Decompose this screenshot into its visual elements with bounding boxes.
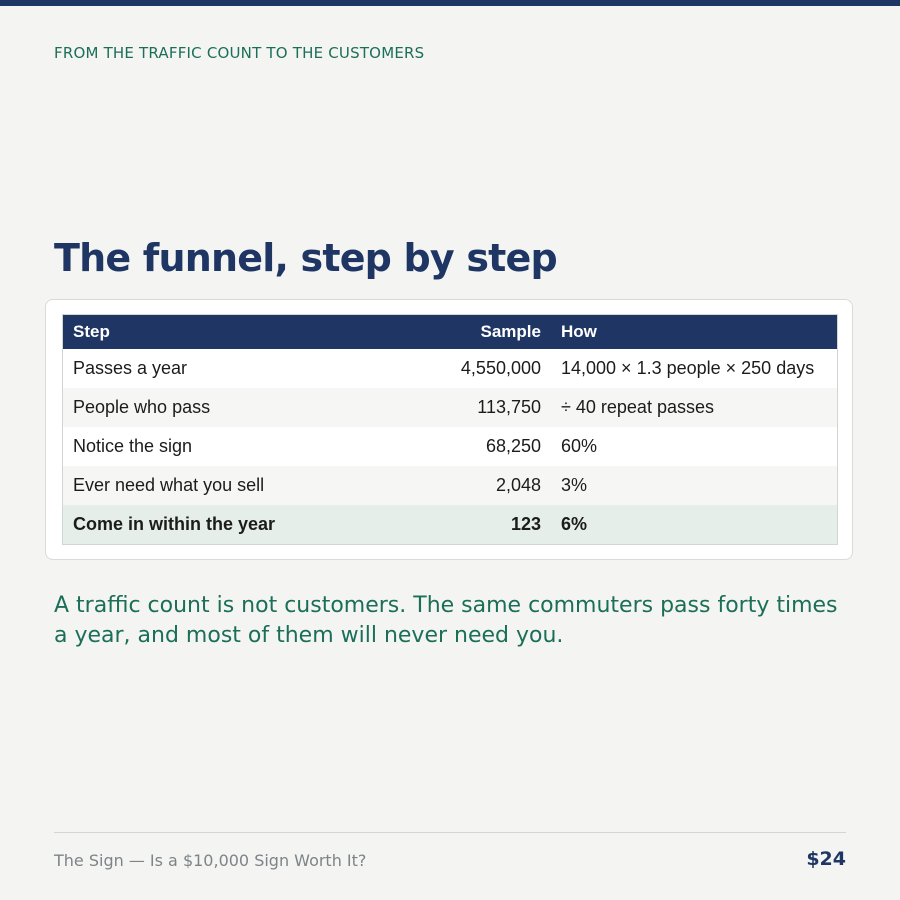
step-cell: Come in within the year bbox=[63, 505, 323, 544]
table-row bbox=[63, 388, 837, 427]
sample-cell: 123 bbox=[323, 505, 551, 544]
page-number: $24 bbox=[806, 848, 846, 870]
funnel-table bbox=[63, 315, 837, 544]
column-header-how: How bbox=[551, 315, 837, 349]
sample-cell: 68,250 bbox=[323, 427, 551, 466]
table-row bbox=[63, 466, 837, 505]
footer-divider bbox=[54, 832, 846, 833]
how-cell: 14,000 × 1.3 people × 250 days bbox=[551, 349, 837, 388]
column-header-step: Step bbox=[63, 315, 323, 349]
table-row bbox=[63, 427, 837, 466]
footer-title: The Sign — Is a $10,000 Sign Worth It? bbox=[54, 851, 367, 870]
top-accent-bar bbox=[0, 0, 900, 6]
step-cell: Notice the sign bbox=[63, 427, 323, 466]
table-row bbox=[63, 349, 837, 388]
summary-paragraph: A traffic count is not customers. The same commuters pass forty times a year, and most of them will never need you. bbox=[54, 593, 838, 648]
step-cell: People who pass bbox=[63, 388, 323, 427]
how-cell: 60% bbox=[551, 427, 837, 466]
page-title: The funnel, step by step bbox=[54, 236, 557, 280]
step-cell: Ever need what you sell bbox=[63, 466, 323, 505]
how-cell: ÷ 40 repeat passes bbox=[551, 388, 837, 427]
step-cell: Passes a year bbox=[63, 349, 323, 388]
table-header-row bbox=[63, 315, 837, 349]
sample-cell: 2,048 bbox=[323, 466, 551, 505]
section-eyebrow: FROM THE TRAFFIC COUNT TO THE CUSTOMERS bbox=[54, 44, 425, 62]
how-cell: 3% bbox=[551, 466, 837, 505]
sample-cell: 113,750 bbox=[323, 388, 551, 427]
column-header-sample: Sample bbox=[323, 315, 551, 349]
sample-cell: 4,550,000 bbox=[323, 349, 551, 388]
table-row-total bbox=[63, 505, 837, 544]
how-cell: 6% bbox=[551, 505, 837, 544]
